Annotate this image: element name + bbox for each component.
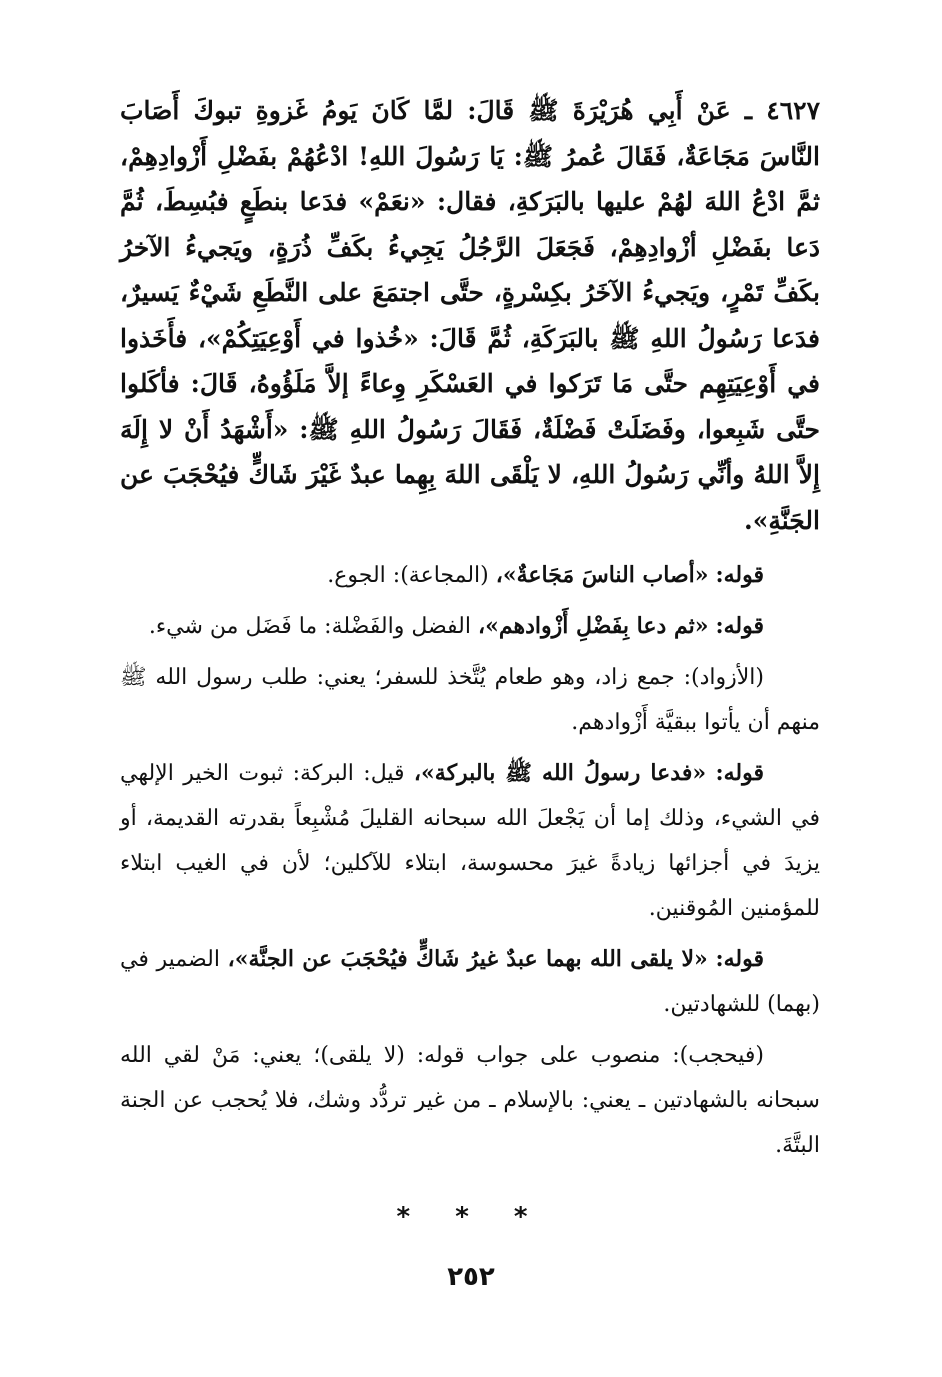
commentary-paragraph bbox=[120, 751, 820, 931]
page-body bbox=[120, 88, 820, 1174]
paragraph-lead: قوله: bbox=[715, 562, 764, 588]
hadith-text: ٤٦٢٧ ـ عَنْ أَبِي هُرَيْرَةَ ﷺ قَالَ: لمَّا كَانَ يَومُ غَزوةِ تبوكَ أَصَابَ النَّاسَ مَجَاعَةٌ، فَقَالَ عُمرُ ﷺ: يَا رَسُولَ اللهِ! ادْعُهُمْ بفَضْلِ أَزْوادِهِمْ، ثمَّ ادْعُ اللهَ لهُمْ عليها بالبَرَكةِ، فقال: «نعَمْ» فدَعا بنطَعٍ فبُسِطَ، ثُمَّ دَعا بفَضْلِ أزْوادِهِمْ، فَجَعَلَ الرَّجُلُ يَجِيءُ بكَفِّ ذُرَةٍ، ويَجيءُ الآخرُ بكَفِّ تَمْرٍ، ويَجيءُ الآخَرُ بكِسْرةٍ، حتَّى اجتمَعَ على النَّطَعِ شَيْءٌ يَسيرٌ، فدَعا رَسُولُ اللهِ ﷺ بالبَرَكَةِ، ثُمَّ قَالَ: «خُذوا في أَوْعِيَتِكُمْ»، فأَخَذوا في أَوْعِيَتِهِم حتَّى مَا تَرَكوا في العَسْكَرِ وِعاءً إلاَّ مَلَؤُوهُ، قَالَ: فأكَلوا حتَّى شَبِعوا، وفَضَلَتْ فَضْلَةٌ، فَقَالَ رَسُولُ اللهِ ﷺ: «أَشْهَدُ أَنْ لا إِلَهَ إِلاَّ اللهُ وأنِّي رَسُولُ اللهِ، لا يَلْقَى اللهَ بِهِما عبدٌ غَيْرَ شَاكٍّ فيُحْجَبَ عن الجَنَّةِ». bbox=[120, 96, 820, 535]
paragraph-text: (الأزواد): جمع زاد، وهو طعام يُتَّخذ للسفر؛ يعني: طلب رسول الله ﷺ منهم أن يأتوا ببقيَّة أَزْوادهم. bbox=[120, 665, 820, 735]
paragraph-quote: «أصاب الناسَ مَجَاعةٌ»، bbox=[495, 562, 709, 588]
paragraph-text: قيل: البركة: ثبوت الخير الإلهي في الشيء، وذلك إما أن يَجْعلَ الله سبحانه القليلَ مُشْبِعاً بقدرته القديمة، أو يزيدَ في أجزائها زيادةً غيرَ محسوسة، ابتلاء للآكلين؛ لأن في الغيب ابتلاء للمؤمنين المُوقنين. bbox=[120, 761, 820, 921]
section-separator: * * * bbox=[396, 1202, 546, 1232]
paragraph-text: (فيحجب): منصوب على جواب قوله: (لا يلقى)؛ يعني: مَنْ لقي الله سبحانه بالشهادتين ـ يعني: بالإسلام ـ من غير تردُّد وشك، فلا يُحجب عن الجنة البتَّةَ. bbox=[120, 1043, 820, 1158]
paragraph-quote: «ثم دعا بِفَضْلِ أَزْوادهم»، bbox=[478, 613, 709, 639]
commentary-paragraph bbox=[120, 937, 820, 1027]
commentary-paragraph bbox=[120, 1033, 820, 1168]
commentary-paragraph bbox=[120, 655, 820, 745]
paragraph-lead: قوله: bbox=[715, 946, 764, 972]
paragraph-quote: «لا يلقى الله بهما عبدٌ غيرُ شَاكٍّ فيُحْجَبَ عن الجنَّة»، bbox=[227, 946, 708, 972]
paragraph-lead: قوله: bbox=[715, 760, 764, 786]
commentary-paragraph bbox=[120, 553, 820, 598]
paragraph-text: الضمير في (بهما) للشهادتين. bbox=[120, 947, 820, 1017]
paragraph-lead: قوله: bbox=[715, 613, 764, 639]
paragraph-quote: «فدعا رسولُ الله ﷺ بالبركة»، bbox=[413, 760, 707, 786]
commentary-paragraph bbox=[120, 604, 820, 649]
page-number: ٢٥٢ bbox=[447, 1262, 495, 1292]
paragraph-text: الفضل والفَضْلة: ما فَضَل من شيء. bbox=[148, 614, 471, 639]
paragraph-text: (المجاعة): الجوع. bbox=[327, 563, 489, 588]
